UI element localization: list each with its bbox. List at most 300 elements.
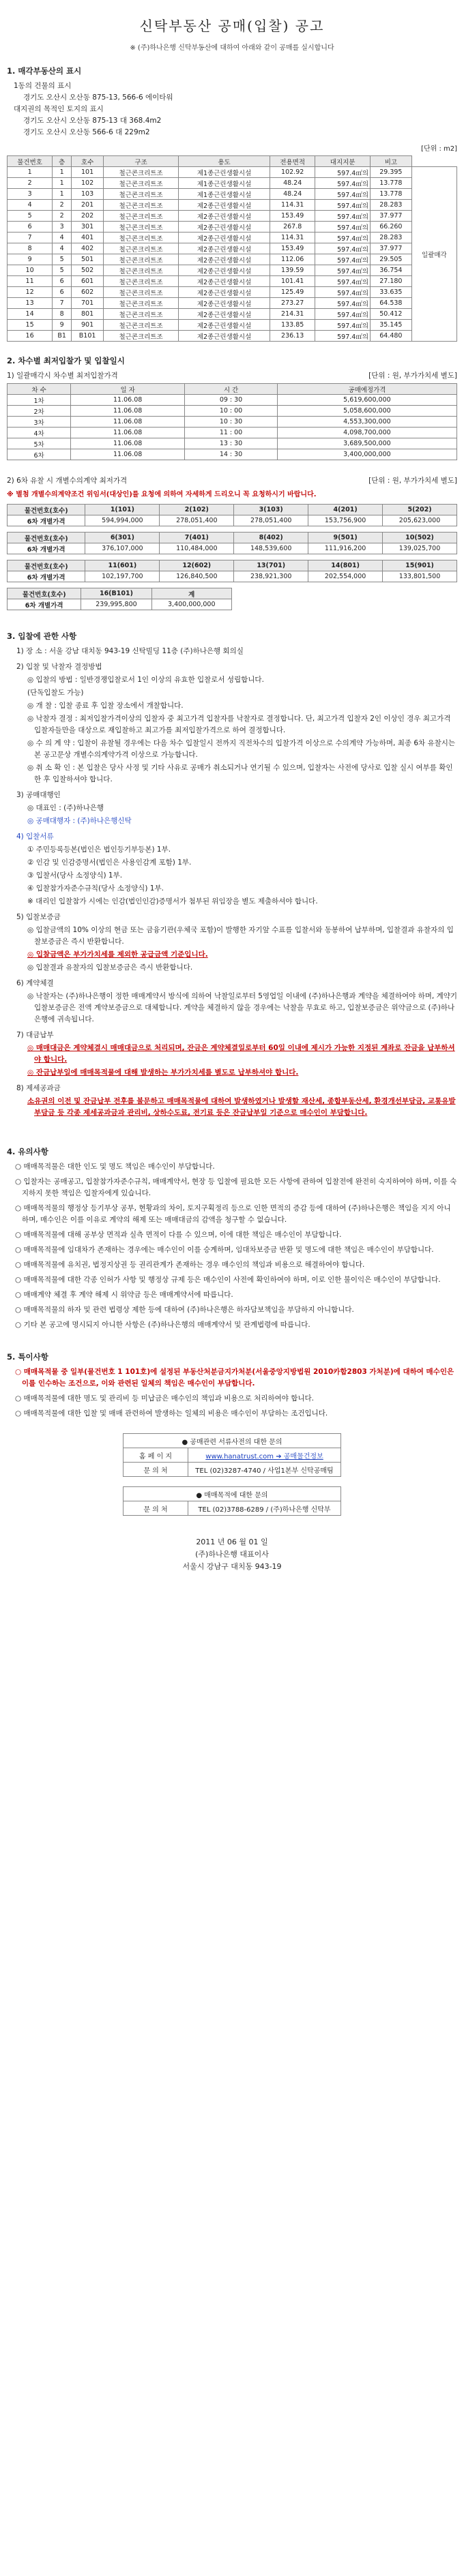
table-cell: 597.4㎡의 <box>315 189 371 200</box>
table-header-cell: 15(901) <box>383 560 457 571</box>
table-cell: 9 <box>53 320 72 331</box>
caution-line: ○ 매매목적물의 하자 및 관련 법령상 제한 등에 대하여 (주)하나은행은 하자담보책임을 부담하지 아니합니다. <box>15 1306 354 1314</box>
contact-label: 홈 페 이 지 <box>124 1448 188 1463</box>
table-cell: 501 <box>72 254 104 265</box>
contact-box-2 <box>123 1486 341 1516</box>
individual-price-label: 2) 6차 유찰 시 개별수의계약 최저가격 <box>7 477 128 485</box>
table-header-cell: 2(102) <box>160 505 234 515</box>
table-cell: 278,051,400 <box>160 515 234 526</box>
table-cell: 701 <box>72 298 104 309</box>
table-cell: 1 <box>53 167 72 178</box>
table-cell: 205,623,000 <box>383 515 457 526</box>
table-header-cell: 14(801) <box>308 560 383 571</box>
table-cell: 401 <box>72 233 104 243</box>
homepage-link[interactable]: www.hanatrust.com ➔ 공매물건정보 <box>188 1448 341 1463</box>
table-cell: 9 <box>8 254 53 265</box>
table-cell: 33.635 <box>371 287 412 298</box>
table-cell: 110,484,000 <box>160 543 234 554</box>
table-header-cell: 10(502) <box>383 533 457 543</box>
table-row <box>8 211 457 222</box>
table-cell: 2차 <box>8 406 71 417</box>
table-cell: 48.24 <box>270 178 315 189</box>
special-notes <box>7 1366 457 1420</box>
property-line: 경기도 오산시 오산동 875-13 대 368.4m2 <box>23 117 162 125</box>
bidding-line: 2) 입찰 및 낙찰자 결정방법 <box>16 663 102 671</box>
table-cell: B1 <box>53 331 72 342</box>
table-cell: 103 <box>72 189 104 200</box>
table-cell: 4 <box>53 233 72 243</box>
table-cell: 267.8 <box>270 222 315 233</box>
table-cell: 153.49 <box>270 243 315 254</box>
table-header-cell: 공매예정가격 <box>277 384 456 395</box>
bidding-line: ◎ 수 의 계 약 : 입찰이 유찰될 경우에는 다음 차수 입찰일시 전까지 직전차수의 입찰가격 이상으로 수의계약 가능하며, 최종 6차 유찰시는 본 공고문상 개별수의계약가격 이상으로 가능합니다. <box>27 739 456 759</box>
table-cell: 602 <box>72 287 104 298</box>
table-cell: 3,689,500,000 <box>277 438 456 449</box>
table-cell: 597.4㎡의 <box>315 200 371 211</box>
individual-price-table <box>7 588 232 610</box>
table-cell: 제1종근린생활시설 <box>179 178 270 189</box>
table-cell: 제2종근린생활시설 <box>179 287 270 298</box>
table-cell: 236.13 <box>270 331 315 342</box>
bidding-line: 3) 공매대행인 <box>16 791 61 799</box>
table-header-cell: 5(202) <box>383 505 457 515</box>
table-cell: 제2종근린생활시설 <box>179 331 270 342</box>
table-cell: 597.4㎡의 <box>315 309 371 320</box>
table-cell: 6차 개별가격 <box>8 599 81 610</box>
table-cell: 13 <box>8 298 53 309</box>
section-5-heading: 5. 특이사항 <box>7 1352 48 1362</box>
bidding-line: ◎ 공매대행자 : (주)하나은행신탁 <box>27 817 132 825</box>
table-cell: B101 <box>72 331 104 342</box>
table-cell: 597.4㎡의 <box>315 211 371 222</box>
section-4-heading: 4. 유의사항 <box>7 1147 48 1156</box>
table-cell: 10 : 30 <box>185 417 278 428</box>
table-header-row <box>8 588 232 599</box>
table-cell: 7 <box>8 233 53 243</box>
table-header-cell: 7(401) <box>160 533 234 543</box>
bidding-line: ③ 입찰서(당사 소정양식) 1부. <box>27 871 123 880</box>
table-cell: 202 <box>72 211 104 222</box>
table-cell: 11.06.08 <box>71 395 185 406</box>
table-cell: 6 <box>53 276 72 287</box>
table-cell: 철근콘크리트조 <box>104 276 179 287</box>
table-row <box>8 200 457 211</box>
table-cell: 1 <box>53 178 72 189</box>
table-cell: 5 <box>53 265 72 276</box>
table-cell: 1 <box>8 167 53 178</box>
caution-list <box>7 1161 457 1331</box>
table-cell: 5 <box>8 211 53 222</box>
table-cell: 8 <box>8 243 53 254</box>
table-cell: 10 <box>8 265 53 276</box>
price-table-label: 1) 일괄매각시 차수별 최저입찰가격 <box>7 372 118 380</box>
footer <box>7 1536 457 1573</box>
footer-date: 2011 년 06 월 01 일 <box>196 1538 268 1546</box>
table-cell: 11 : 00 <box>185 428 278 438</box>
table-row <box>8 438 457 449</box>
table-row <box>8 287 457 298</box>
section-1-heading: 1. 매각부동산의 표시 <box>7 66 82 76</box>
table-cell: 597.4㎡의 <box>315 233 371 243</box>
table-header-cell: 13(701) <box>234 560 308 571</box>
bidding-line: ◎ 잔금납부일에 매매목적물에 대해 발생하는 부가가치세를 별도로 납부하셔야 합니다. <box>27 1068 299 1077</box>
table-cell: 3 <box>53 222 72 233</box>
contact-label: 문 의 처 <box>124 1463 188 1477</box>
table-cell: 139.59 <box>270 265 315 276</box>
table-header-cell: 12(602) <box>160 560 234 571</box>
table-header-row <box>8 505 457 515</box>
table-cell: 철근콘크리트조 <box>104 298 179 309</box>
table-cell: 철근콘크리트조 <box>104 200 179 211</box>
table-cell: 238,921,300 <box>234 571 308 582</box>
section-3-heading: 3. 입찰에 관한 사항 <box>7 631 77 641</box>
table-cell: 2 <box>53 211 72 222</box>
table-cell: 125.49 <box>270 287 315 298</box>
table-cell: 철근콘크리트조 <box>104 233 179 243</box>
table-row <box>8 395 457 406</box>
table-header-cell: 계 <box>151 588 231 599</box>
table-cell: 66.260 <box>371 222 412 233</box>
table-cell: 133.85 <box>270 320 315 331</box>
table-header-cell: 물건번호(호수) <box>8 533 85 543</box>
contact-box-1 <box>123 1433 341 1477</box>
special-note-line: ○ 매매목적물에 대한 입찰 및 매매 관련하여 발생하는 일체의 비용은 매수인이 부담하는 조건입니다. <box>15 1409 328 1418</box>
table-header-row <box>8 384 457 395</box>
special-note-line: ○ 매매목적물 중 일부(물건번호 1 101호)에 설정된 부동산처분금지가처분(서울중앙지방법원 2010카합2803 가처분)에 대하여 매수인은 이를 인수하는 조건으로, 이와 관련된 일체의 책임은 매수인이 부담합니다. <box>15 1368 454 1388</box>
table-cell: 철근콘크리트조 <box>104 320 179 331</box>
table-cell: 5,058,600,000 <box>277 406 456 417</box>
table-cell: 597.4㎡의 <box>315 276 371 287</box>
table-cell: 201 <box>72 200 104 211</box>
property-line: 경기도 오산시 오산동 566-6 대 229m2 <box>23 128 150 136</box>
table-header-cell: 16(B101) <box>81 588 151 599</box>
table-cell: 7 <box>53 298 72 309</box>
table-cell: 13.778 <box>371 178 412 189</box>
table-cell: 801 <box>72 309 104 320</box>
table-cell: 214.31 <box>270 309 315 320</box>
section-2-heading: 2. 차수별 최저입찰가 및 입찰일시 <box>7 356 125 365</box>
table-row <box>8 543 457 554</box>
table-cell: 48.24 <box>270 189 315 200</box>
table-row <box>8 428 457 438</box>
table-cell: 11.06.08 <box>71 449 185 460</box>
table-cell: 09 : 30 <box>185 395 278 406</box>
table-cell: 901 <box>72 320 104 331</box>
table-cell: 597.4㎡의 <box>315 178 371 189</box>
table-cell: 28.283 <box>371 233 412 243</box>
property-line: 대지권의 목적인 토지의 표시 <box>14 105 104 113</box>
table-row <box>8 331 457 342</box>
table-header-cell: 물건번호(호수) <box>8 560 85 571</box>
table-cell: 6차 개별가격 <box>8 571 85 582</box>
table-cell: 153,756,900 <box>308 515 383 526</box>
bidding-line: 5) 입찰보증금 <box>16 913 61 921</box>
table-cell: 6차 <box>8 449 71 460</box>
table-cell: 5 <box>53 254 72 265</box>
table-cell: 3,400,000,000 <box>277 449 456 460</box>
bidding-line: ◎ 입찰금액의 10% 이상의 현금 또는 금융기관(우체국 포함)이 발행한 자기앞 수표를 입찰서와 동봉하여 납부하며, 입찰결과 유찰자의 입찰보증금은 즉시 반환합니다. <box>27 926 454 946</box>
table-cell: 11.06.08 <box>71 417 185 428</box>
bidding-line: 7) 대금납부 <box>16 1031 54 1039</box>
individual-price-table <box>7 532 457 554</box>
table-cell: 597.4㎡의 <box>315 243 371 254</box>
table-row <box>8 298 457 309</box>
table-cell: 37.977 <box>371 211 412 222</box>
table-cell: 제2종근린생활시설 <box>179 265 270 276</box>
table-cell: 제2종근린생활시설 <box>179 243 270 254</box>
table-header-cell: 3(103) <box>234 505 308 515</box>
table-cell: 133,801,500 <box>383 571 457 582</box>
table-cell: 제2종근린생활시설 <box>179 233 270 243</box>
table-header-cell: 용도 <box>179 156 270 167</box>
table-cell: 273.27 <box>270 298 315 309</box>
table-cell: 제2종근린생활시설 <box>179 320 270 331</box>
table-cell: 4차 <box>8 428 71 438</box>
table-cell: 148,539,600 <box>234 543 308 554</box>
footer-address: 서울시 강남구 대치동 943-19 <box>182 1562 282 1571</box>
table-cell: 1 <box>53 189 72 200</box>
table-row <box>8 599 232 610</box>
bidding-line: ◎ 취 소 확 인 : 본 입찰은 당사 사정 및 기타 사유로 공매가 취소되거나 연기될 수 있으며, 입찰자는 사전에 당사로 입찰 실시 여부를 확인한 후 입찰하셔야 합니다. <box>27 764 453 783</box>
table-cell: 제2종근린생활시설 <box>179 222 270 233</box>
table-cell: 철근콘크리트조 <box>104 331 179 342</box>
table-cell: 102,197,700 <box>85 571 160 582</box>
table-row <box>8 276 457 287</box>
table-row <box>8 189 457 200</box>
bidding-line: (단독입찰도 가능) <box>27 689 84 697</box>
contact-box-title: ● 매매목적에 대한 문의 <box>124 1487 341 1501</box>
table-cell: 제1종근린생활시설 <box>179 189 270 200</box>
table-row <box>8 515 457 526</box>
table-cell: 502 <box>72 265 104 276</box>
individual-price-tables <box>7 504 457 610</box>
table-cell: 철근콘크리트조 <box>104 222 179 233</box>
table-header-cell: 물건번호(호수) <box>8 588 81 599</box>
bidding-details <box>7 646 457 1119</box>
table-cell: 139,025,700 <box>383 543 457 554</box>
unit-label: [단위 : m2] <box>421 145 457 153</box>
table-header-row <box>8 533 457 543</box>
table-cell: 제1종근린생활시설 <box>179 167 270 178</box>
footer-company: (주)하나은행 대표이사 <box>195 1550 269 1559</box>
table-cell: 제2종근린생활시설 <box>179 200 270 211</box>
table-header-row <box>8 560 457 571</box>
property-description <box>14 80 457 138</box>
table-cell: 594,994,000 <box>85 515 160 526</box>
table-cell: 11.06.08 <box>71 438 185 449</box>
page-title: 신탁부동산 공매(입찰) 공고 <box>139 18 325 34</box>
table-cell: 202,554,000 <box>308 571 383 582</box>
table-cell: 101 <box>72 167 104 178</box>
table-cell: 철근콘크리트조 <box>104 243 179 254</box>
table-cell: 13.778 <box>371 189 412 200</box>
table-cell: 301 <box>72 222 104 233</box>
table-cell: 철근콘크리트조 <box>104 167 179 178</box>
price-table-unit: [단위 : 원, 부가가치세 별도] <box>368 372 457 380</box>
table-header-cell: 차 수 <box>8 384 71 395</box>
individual-price-unit: [단위 : 원, 부가가치세 별도] <box>368 477 457 485</box>
caution-line: ○ 매매목적물의 행정상 등기부상 공부, 현황과의 차이, 토지구획정리 등으로 인한 면적의 증감 등에 대하여 (주)하나은행은 책임을 지지 아니하며, 매수인은 이를 이유로 계약의 해제 또는 매매대금의 감액을 청구할 수 없습니다. <box>15 1204 451 1224</box>
table-cell: 5,619,600,000 <box>277 395 456 406</box>
page-subtitle: ※ (주)하나은행 신탁부동산에 대하여 아래와 같이 공매를 실시합니다 <box>130 44 334 52</box>
table-cell: 철근콘크리트조 <box>104 309 179 320</box>
table-cell: 12 <box>8 287 53 298</box>
table-cell: 27.180 <box>371 276 412 287</box>
table-cell: 14 <box>8 309 53 320</box>
table-header-cell: 구조 <box>104 156 179 167</box>
table-header-cell: 6(301) <box>85 533 160 543</box>
table-cell: 철근콘크리트조 <box>104 254 179 265</box>
property-table <box>7 155 457 342</box>
bidding-line: ※ 대리인 입찰참가 시에는 인감(법인인감)증명서가 첨부된 위임장을 별도 제출하셔야 합니다. <box>27 897 318 905</box>
caution-line: ○ 입찰자는 공매공고, 입찰참가자준수규칙, 매매계약서, 현장 등 입찰에 필요한 모든 사항에 관하여 입찰전에 완전히 숙지하여야 하며, 이를 숙지하지 못한 책임은 입찰자에게 있습니다. <box>15 1178 457 1197</box>
round-price-table <box>7 383 457 460</box>
bidding-line: ◎ 입찰의 방법 : 일반경쟁입찰로서 1인 이상의 유효한 입찰로서 성립합니다. <box>27 676 264 684</box>
caution-line: ○ 매매계약 체결 후 계약 해제 시 위약금 등은 매매계약서에 따릅니다. <box>15 1291 233 1299</box>
bidding-line: ◎ 입찰결과 유찰자의 입찰보증금은 즉시 반환합니다. <box>27 963 193 972</box>
table-cell: 10 : 00 <box>185 406 278 417</box>
caution-line: ○ 매매목적물은 대한 인도 및 명도 책임은 매수인이 부담합니다. <box>15 1163 215 1171</box>
table-row <box>8 265 457 276</box>
caution-line: ○ 기타 본 공고에 명시되지 아니한 사항은 (주)하나은행의 매매계약서 및 관계법령에 따릅니다. <box>15 1321 310 1329</box>
table-cell: 6 <box>53 287 72 298</box>
table-cell: 278,051,400 <box>234 515 308 526</box>
table-cell: 101.41 <box>270 276 315 287</box>
table-cell: 239,995,800 <box>81 599 151 610</box>
table-cell: 2 <box>53 200 72 211</box>
table-cell: 601 <box>72 276 104 287</box>
table-header-cell: 층 <box>53 156 72 167</box>
table-cell: 111,916,200 <box>308 543 383 554</box>
table-header-cell: 8(402) <box>234 533 308 543</box>
table-header-row <box>8 156 457 167</box>
table-header-cell: 1(101) <box>85 505 160 515</box>
bidding-line: ① 주민등록등본(법인은 법인등기부등본) 1부. <box>27 845 171 854</box>
table-cell: 153.49 <box>270 211 315 222</box>
table-cell: 114.31 <box>270 200 315 211</box>
table-cell: 3차 <box>8 417 71 428</box>
table-cell: 114.31 <box>270 233 315 243</box>
table-cell: 철근콘크리트조 <box>104 211 179 222</box>
table-cell: 597.4㎡의 <box>315 331 371 342</box>
table-row <box>8 571 457 582</box>
table-cell: 14 : 30 <box>185 449 278 460</box>
table-cell: 36.754 <box>371 265 412 276</box>
table-row <box>8 449 457 460</box>
table-cell: 철근콘크리트조 <box>104 178 179 189</box>
table-header-cell: 호수 <box>72 156 104 167</box>
table-cell: 6 <box>8 222 53 233</box>
table-cell: 11.06.08 <box>71 428 185 438</box>
special-note-line: ○ 매매목적물에 대한 명도 및 관리비 등 미납금은 매수인의 책임과 비용으로 처리하여야 합니다. <box>15 1394 314 1403</box>
table-cell: 4,098,700,000 <box>277 428 456 438</box>
table-header-cell: 전용면적 <box>270 156 315 167</box>
table-cell: 112.06 <box>270 254 315 265</box>
table-row <box>8 222 457 233</box>
table-cell: 철근콘크리트조 <box>104 189 179 200</box>
table-cell: 16 <box>8 331 53 342</box>
table-cell: 64.480 <box>371 331 412 342</box>
table-cell: 철근콘크리트조 <box>104 287 179 298</box>
table-cell: 2 <box>8 178 53 189</box>
table-cell: 29.505 <box>371 254 412 265</box>
table-cell: 597.4㎡의 <box>315 167 371 178</box>
caution-line: ○ 매매목적물에 유치권, 법정지상권 등 권리관계가 존재하는 경우 매수인의 책임과 비용으로 해결하여야 합니다. <box>15 1261 365 1269</box>
contact-value: TEL (02)3788-6289 / (주)하나은행 신탁부 <box>188 1501 341 1516</box>
table-cell: 3 <box>8 189 53 200</box>
table-cell: 597.4㎡의 <box>315 222 371 233</box>
table-header-cell: 대지지분 <box>315 156 371 167</box>
bidding-line: ◎ 매매대금은 계약체결시 매매대금으로 처리되며, 잔금은 계약체결일로부터 60일 이내에 제시가 가능한 지정된 계좌로 잔금을 납부하셔야 합니다. <box>27 1044 455 1064</box>
contact-label: 문 의 처 <box>124 1501 188 1516</box>
bidding-line: ◎ 개 찰 : 입찰 종료 후 입찰 장소에서 개찰합니다. <box>27 702 184 710</box>
table-cell: 597.4㎡의 <box>315 265 371 276</box>
bidding-line: 6) 계약체결 <box>16 979 54 987</box>
bidding-line: ② 인감 및 인감증명서(법인은 사용인감계 포함) 1부. <box>27 858 192 867</box>
table-cell: 37.977 <box>371 243 412 254</box>
table-cell: 철근콘크리트조 <box>104 265 179 276</box>
table-row <box>8 417 457 428</box>
table-cell: 126,840,500 <box>160 571 234 582</box>
table-cell: 376,107,000 <box>85 543 160 554</box>
table-cell: 35.145 <box>371 320 412 331</box>
remark-cell: 일괄매각 <box>411 167 456 342</box>
bidding-line: 8) 제세공과금 <box>16 1084 61 1092</box>
table-cell: 597.4㎡의 <box>315 287 371 298</box>
individual-price-note: ※ 별첨 개별수의계약조건 위임서(대상인)를 요청에 의하여 자세하게 드리오니 꼭 요청하시기 바랍니다. <box>7 491 317 498</box>
property-line: 경기도 오산시 오산동 875-13, 566-6 에이타워 <box>23 93 173 102</box>
table-cell: 11.06.08 <box>71 406 185 417</box>
table-row <box>8 309 457 320</box>
contact-box-title: ● 공매관련 서류사전의 대한 문의 <box>124 1434 341 1448</box>
table-cell: 6차 개별가격 <box>8 543 85 554</box>
table-cell: 4 <box>8 200 53 211</box>
table-cell: 15 <box>8 320 53 331</box>
table-cell: 6차 개별가격 <box>8 515 85 526</box>
table-row <box>8 243 457 254</box>
table-header-cell: 물건번호(호수) <box>8 505 85 515</box>
bidding-line: 소유권의 이전 및 잔금납부 전후를 불문하고 매매목적물에 대하여 발생하였거나 발생할 재산세, 종합부동산세, 환경개선부담금, 교통유발부담금 등 각종 제세공과금과 관리비, 상하수도료, 전기료 등은 잔금납부일 기준으로 매수인이 부담합니다. <box>27 1097 456 1117</box>
bidding-line: 1) 장 소 : 서울 강남 대치동 943-19 신탁빌딩 11층 (주)하나은행 회의실 <box>16 647 244 655</box>
table-header-cell: 물건번호 <box>8 156 53 167</box>
table-cell: 28.283 <box>371 200 412 211</box>
table-cell: 402 <box>72 243 104 254</box>
table-cell: 4 <box>53 243 72 254</box>
table-cell: 5차 <box>8 438 71 449</box>
table-cell: 제2종근린생활시설 <box>179 276 270 287</box>
table-cell: 8 <box>53 309 72 320</box>
caution-line: ○ 매매목적물에 대한 각종 인허가 사항 및 행정상 규제 등은 매수인이 사전에 확인하여야 하며, 이로 인한 불이익은 매수인이 부담합니다. <box>15 1276 441 1284</box>
bidding-line: ◎ 낙찰자는 (주)하나은행이 정한 매매계약서 방식에 의하여 낙찰일로부터 5영업일 이내에 (주)하나은행과 계약을 체결하여야 하며, 계약기 입찰보증금은 전액 계약보증금으로 대체합니다. 계약을 체결하지 않을 경우에는 낙찰을 무효로 하고, 입찰보증금은 위약금으로 (주)하나은행에 귀속됩니다. <box>27 992 458 1023</box>
contact-value: TEL (02)3287-4740 / 사업1본부 신탁공매팀 <box>188 1463 341 1477</box>
table-cell: 102 <box>72 178 104 189</box>
individual-price-table <box>7 560 457 582</box>
table-header-cell: 일 자 <box>71 384 185 395</box>
table-row <box>8 167 457 178</box>
notice-page <box>7 0 457 1573</box>
table-cell: 597.4㎡의 <box>315 320 371 331</box>
caution-line: ○ 매매목적물에 임대차가 존재하는 경우에는 매수인이 이를 승계하며, 임대차보증금 반환 및 명도에 대한 책임은 매수인이 부담합니다. <box>15 1246 434 1254</box>
table-row <box>8 233 457 243</box>
property-line: 1동의 건물의 표시 <box>14 82 72 90</box>
table-cell: 102.92 <box>270 167 315 178</box>
table-cell: 3,400,000,000 <box>151 599 231 610</box>
bidding-line: ◎ 입찰금액은 부가가치세를 제외한 공급금액 기준입니다. <box>27 950 208 959</box>
table-header-cell: 9(501) <box>308 533 383 543</box>
caution-line: ○ 매매목적물에 대해 공부상 면적과 실측 면적이 다를 수 있으며, 이에 대한 책임은 매수인이 부담합니다. <box>15 1231 342 1239</box>
table-cell: 4,553,300,000 <box>277 417 456 428</box>
table-cell: 제2종근린생활시설 <box>179 309 270 320</box>
